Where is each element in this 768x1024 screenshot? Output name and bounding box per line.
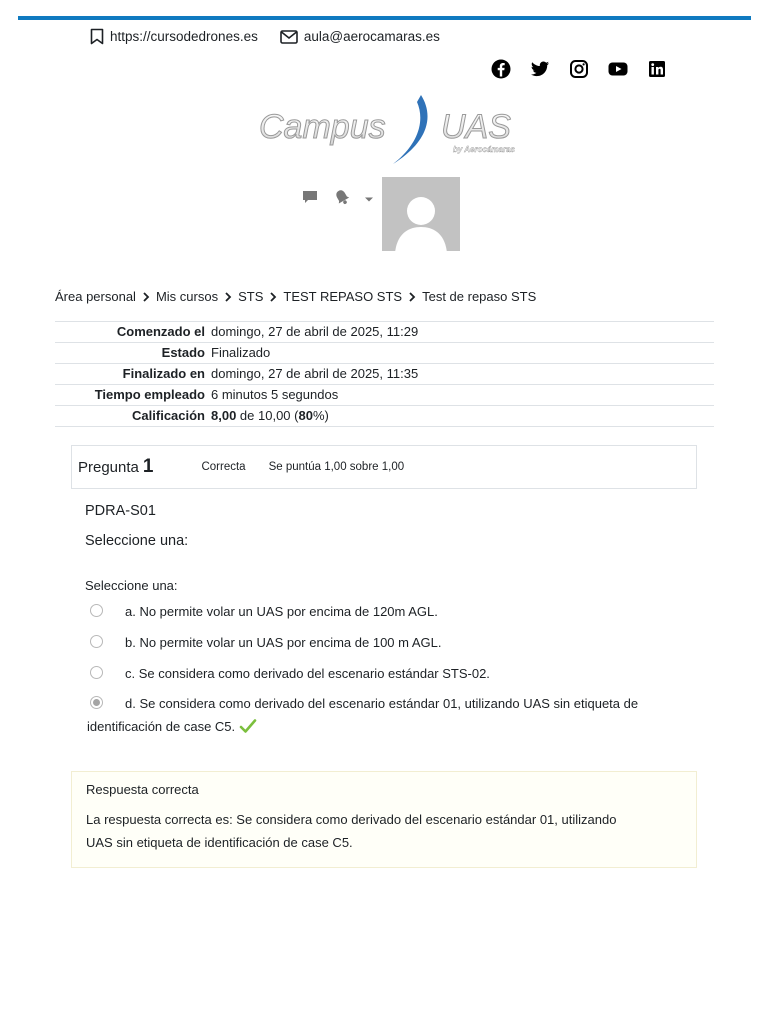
grade-close: %) [312, 408, 329, 423]
answer-radio-b[interactable] [90, 635, 103, 648]
question-instruction: Seleccione una: [85, 533, 189, 549]
summary-row-finished [55, 364, 714, 385]
email-link[interactable] [280, 28, 440, 45]
logo-swoosh-icon [393, 95, 428, 164]
envelope-icon [280, 30, 298, 44]
answer-text-a: a. No permite volar un UAS por encima de 120m AGL. [125, 604, 438, 619]
summary-value: 6 minutos 5 segundos [211, 387, 339, 402]
summary-row-grade [55, 406, 714, 427]
logo-uas-text: UAS [441, 108, 511, 146]
breadcrumb-item-test-repaso-sts[interactable]: TEST REPASO STS [283, 289, 403, 304]
contact-bar [90, 28, 440, 45]
answer-radio-d-selected[interactable] [90, 696, 103, 709]
answer-radio-c[interactable] [90, 666, 103, 679]
email-text: aula@aerocamaras.es [303, 29, 440, 44]
question-label: Pregunta [78, 458, 139, 476]
correct-check-icon [239, 718, 257, 734]
messages-icon[interactable] [300, 187, 320, 207]
user-navigation [300, 177, 460, 251]
summary-label: Calificación [132, 408, 205, 423]
feedback-box [71, 771, 697, 868]
answer-text-d-line2-wrap [87, 715, 685, 738]
answer-text-d-line1: d. Se considera como derivado del escenario estándar 01, utilizando UAS sin etiqueta de [125, 696, 639, 711]
user-avatar[interactable] [382, 177, 460, 251]
summary-row-time-taken [55, 385, 714, 406]
feedback-text: La respuesta correcta es: Se considera como derivado del escenario estándar 01, utilizando UAS sin etiqueta de identificación de case C5. [86, 812, 617, 850]
grade-score: 8,00 [211, 408, 237, 423]
logo-tagline: by Aerocámaras [453, 145, 515, 154]
user-menu-chevron-down-icon[interactable] [364, 191, 374, 199]
breadcrumb [55, 289, 536, 304]
logo-campus-text: Campus [259, 108, 386, 146]
bookmark-icon [90, 28, 104, 45]
chevron-right-icon [267, 291, 279, 303]
summary-value: Finalizado [211, 345, 271, 360]
chevron-right-icon [140, 291, 152, 303]
summary-label: Estado [161, 345, 205, 360]
instagram-icon[interactable] [568, 58, 590, 80]
breadcrumb-item-area-personal[interactable]: Área personal [55, 289, 136, 304]
answer-option-b[interactable] [90, 631, 442, 654]
summary-label: Finalizado en [122, 366, 205, 381]
breadcrumb-item-test-de-repaso-sts[interactable]: Test de repaso STS [422, 289, 537, 304]
campus-uas-logo[interactable] [255, 92, 515, 168]
answer-option-a[interactable] [90, 600, 438, 623]
facebook-icon[interactable] [490, 58, 512, 80]
attempt-summary-table [55, 321, 714, 427]
grade-percent: 80 [298, 408, 313, 423]
answer-text-b: b. No permite volar un UAS por encima de 100 m AGL. [125, 635, 442, 650]
grade-value [211, 406, 714, 427]
feedback-title: Respuesta correcta [86, 782, 199, 797]
linkedin-icon[interactable] [646, 58, 668, 80]
summary-label: Comenzado el [116, 324, 205, 339]
breadcrumb-item-sts[interactable]: STS [238, 289, 264, 304]
twitter-icon[interactable] [529, 58, 551, 80]
top-accent-bar [18, 16, 751, 20]
question-state: Correcta [201, 461, 246, 473]
question-code: PDRA-S01 [85, 503, 156, 519]
answer-option-d[interactable] [87, 692, 685, 738]
question-number: 1 [142, 456, 154, 477]
answer-text-c: c. Se considera como derivado del escenario estándar STS-02. [125, 666, 490, 681]
summary-row-state [55, 343, 714, 364]
website-link[interactable] [90, 28, 258, 45]
summary-row-started [55, 322, 714, 343]
question-grade: Se puntúa 1,00 sobre 1,00 [268, 461, 405, 473]
youtube-icon[interactable] [607, 58, 629, 80]
website-text: https://cursodedrones.es [110, 29, 258, 44]
answer-option-c[interactable] [90, 662, 490, 685]
summary-label: Tiempo empleado [94, 387, 205, 402]
default-user-icon [382, 177, 460, 251]
answer-text-d [87, 692, 685, 738]
question-info-header [71, 445, 697, 489]
social-links [490, 58, 668, 80]
grade-of: de 10,00 ( [236, 408, 299, 423]
answer-text-d-line2: identificación de case C5. [87, 719, 236, 734]
chevron-right-icon [406, 291, 418, 303]
breadcrumb-item-mis-cursos[interactable]: Mis cursos [155, 289, 219, 304]
chevron-right-icon [222, 291, 234, 303]
answer-radio-a[interactable] [90, 604, 103, 617]
summary-value: domingo, 27 de abril de 2025, 11:29 [211, 324, 419, 339]
summary-value: domingo, 27 de abril de 2025, 11:35 [211, 366, 419, 381]
answer-prompt: Seleccione una: [85, 578, 178, 593]
notifications-bell-icon[interactable] [332, 187, 352, 207]
